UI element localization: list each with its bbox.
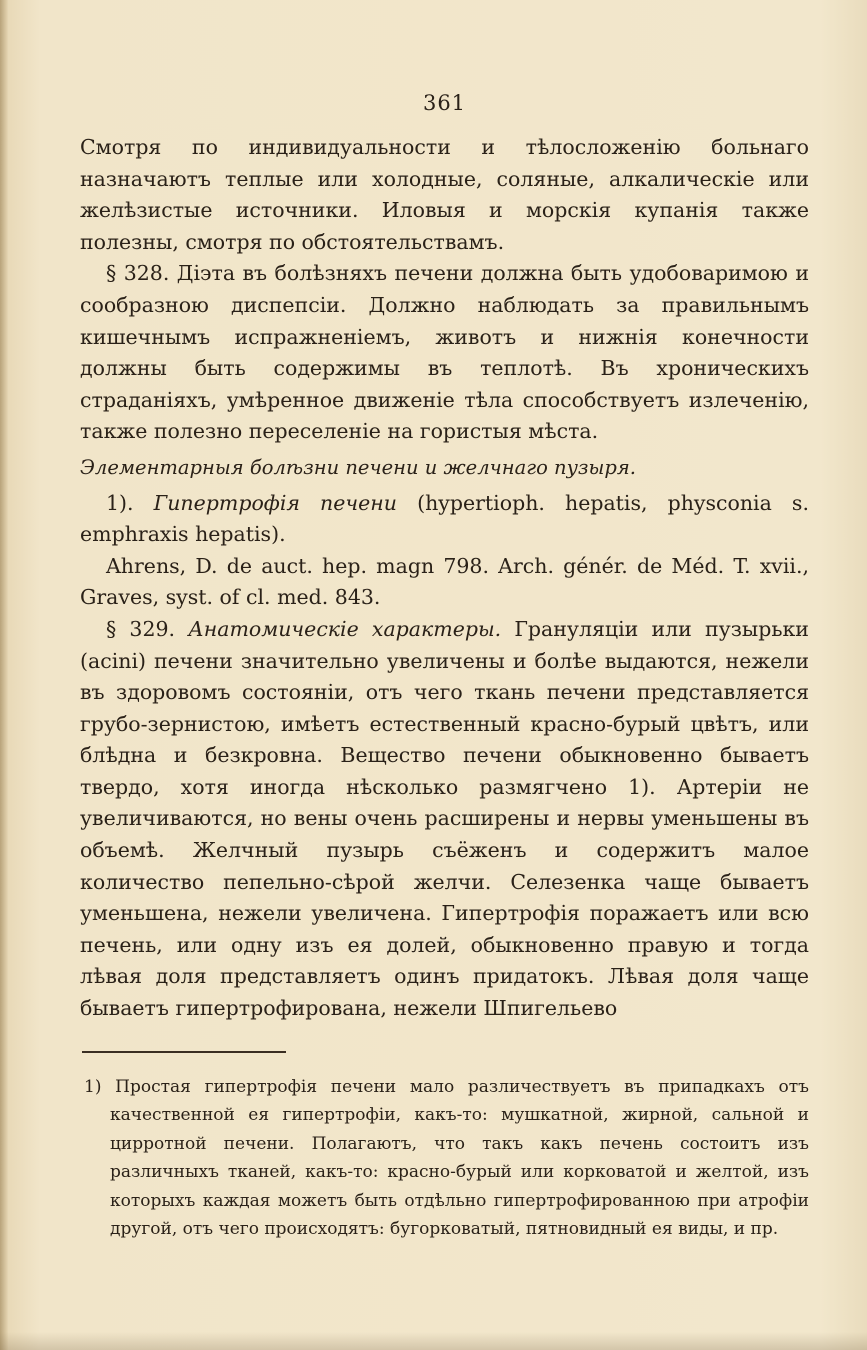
entry-hypertrophy: [80, 488, 809, 551]
paragraph-328: § 328. Діэта въ болѣзняхъ печени должна быть удобоваримою и сообразною диспепсіи. Должно наблюдать за правильнымъ кишечнымъ испражненіемъ, животъ и нижнія конечности должны быть содержимы въ теплотѣ. Въ хроническихъ страданіяхъ, умѣренное движеніе тѣла способствуетъ излеченію, также полезно переселеніе на гористыя мѣста.: [80, 261, 809, 444]
page-number: 361: [422, 91, 467, 115]
section-subheading: Элементарныя болѣзни печени и желчнаго пузыря.: [80, 455, 636, 479]
entry-title: Гипертрофія печени: [153, 490, 397, 515]
footnote-divider: [82, 1051, 286, 1053]
section-text: Грануляціи или пузырьки (acini) печени значительно увеличены и болѣе выдаются, нежели въ здоровомъ состояніи, отъ чего ткань печени представляется грубо-зернистою, имѣетъ естественный красно-бурый цвѣтъ, или блѣдна и безкровна. Вещество печени обыкновенно бываетъ твердо, хотя иногда нѣсколько размягчено 1). Артеріи не увеличиваются, но вены очень расширены и нервы уменьшены въ объемѣ. Желчный пузырь съёженъ и содержитъ малое количество пепельно-сѣрой желчи. Селезенка чаще бываетъ уменьшена, нежели увеличена. Гипертрофія поражаетъ или всю печень, или одну изъ ея долей, обыкновенно правую и тогда лѣвая доля представляетъ одинъ придатокъ. Лѣвая доля чаще бываетъ гипертрофирована, нежели Шпигельево: [80, 616, 809, 1021]
entry-number: 1).: [106, 490, 134, 515]
section-title: Анатомическіе характеры.: [188, 616, 502, 641]
references: Ahrens, D. de auct. hep. magn 798. Arch. génér. de Méd. T. xvii., Graves, syst. of cl. med. 843.: [80, 553, 809, 610]
footnote-1: 1) Простая гипертрофія печени мало различествуетъ въ припадкахъ отъ качественной ея гипертрофіи, какъ-то: мушкатной, жирной, сальной и цирротной печени. Полагаютъ, что такъ какъ печень состоитъ изъ различныхъ тканей, какъ-то: красно-бурый или корковатой и желтой, изъ которыхъ каждая можетъ быть отдѣльно гипертрофированною при атрофіи другой, отъ чего происходятъ: бугорковатый, пятновидный ея виды, и пр.: [84, 1076, 809, 1240]
paragraph-1: Смотря по индивидуальности и тѣлосложенію больнаго назначаютъ теплые или холодные, соляные, алкалическіе или желѣзистые источники. Иловыя и морскія купанія также полезны, смотря по обстоятельствамъ.: [80, 135, 809, 254]
entry-latin: (hypertioph. hepatis, physconia s. emphraxis hepatis).: [80, 490, 809, 547]
footnotes: [80, 1073, 809, 1244]
main-text: [80, 132, 809, 1025]
page-binding-edge: [0, 0, 8, 1350]
paragraph-329: [80, 614, 809, 1025]
section-number: § 329.: [106, 616, 176, 641]
page-bottom-shadow: [0, 1332, 867, 1350]
